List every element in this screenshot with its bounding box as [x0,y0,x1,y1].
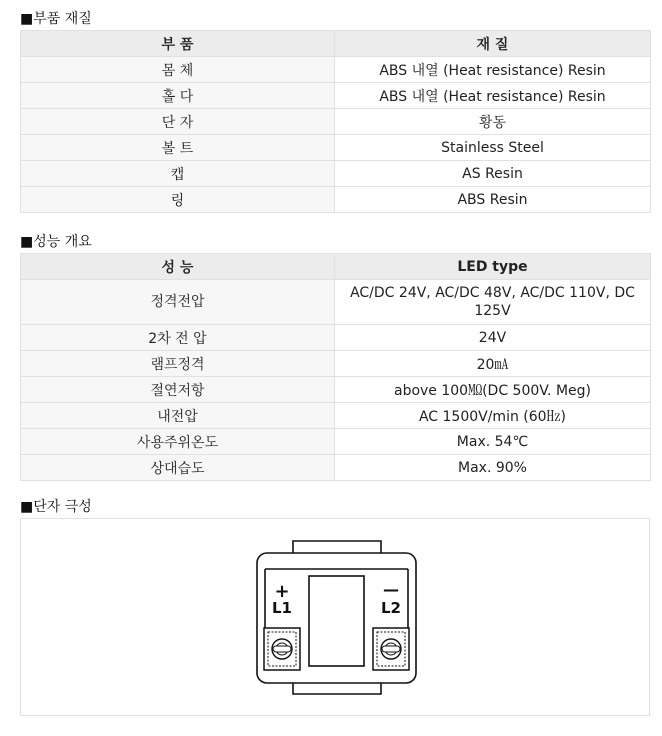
column-header-part: 부 품 [21,31,335,57]
spec-name-cell: 정격전압 [21,280,335,325]
spec-name-cell: 내전압 [21,403,335,429]
spec-name-cell: 절연저항 [21,377,335,403]
spec-value-cell: 24V [335,325,651,351]
left-terminal-label: L1 [272,599,292,617]
material-cell: 황동 [335,109,651,135]
column-header-performance: 성 능 [21,254,335,280]
performance-section-title: ■성능 개요 [20,234,92,250]
table-row [21,57,651,83]
spec-value-cell: Max. 54℃ [335,429,651,455]
terminals-section-title: ■단자 극성 [20,499,92,515]
spec-name-cell: 램프정격 [21,351,335,377]
column-header-material: 재 질 [335,31,651,57]
spec-name-cell: 사용주위온도 [21,429,335,455]
table-row [21,280,651,325]
table-header-row [21,254,651,280]
terminal-diagram-panel [20,518,650,716]
material-cell: ABS 내열 (Heat resistance) Resin [335,83,651,109]
right-terminal-label: L2 [381,599,401,617]
performance-table [20,253,651,481]
table-row [21,187,651,213]
table-row [21,377,651,403]
table-header-row [21,31,651,57]
material-cell: Stainless Steel [335,135,651,161]
materials-section-title: ■부품 재질 [20,11,92,27]
spec-value-cell: AC/DC 24V, AC/DC 48V, AC/DC 110V, DC 125V [335,280,651,325]
left-terminal-screw-icon [264,628,300,670]
table-row [21,351,651,377]
terminal-block-diagram-icon [21,519,649,715]
table-row [21,325,651,351]
part-name-cell: 링 [21,187,335,213]
column-header-led-type: LED type [335,254,651,280]
table-row [21,109,651,135]
spec-name-cell: 상대습도 [21,455,335,481]
material-cell: ABS 내열 (Heat resistance) Resin [335,57,651,83]
table-row [21,161,651,187]
spec-value-cell: 20㎃ [335,351,651,377]
spec-value-cell: AC 1500V/min (60㎐) [335,403,651,429]
material-cell: ABS Resin [335,187,651,213]
part-name-cell: 캡 [21,161,335,187]
table-row [21,455,651,481]
plus-symbol: + [274,581,290,602]
part-name-cell: 홀 다 [21,83,335,109]
part-name-cell: 볼 트 [21,135,335,161]
minus-symbol: — [383,580,399,599]
spec-value-cell: Max. 90% [335,455,651,481]
materials-table [20,30,651,213]
table-row [21,83,651,109]
material-cell: AS Resin [335,161,651,187]
right-terminal-screw-icon [373,628,409,670]
table-row [21,135,651,161]
spec-value-cell: above 100㏁(DC 500V. Meg) [335,377,651,403]
part-name-cell: 단 자 [21,109,335,135]
table-row [21,429,651,455]
part-name-cell: 몸 체 [21,57,335,83]
table-row [21,403,651,429]
spec-name-cell: 2차 전 압 [21,325,335,351]
